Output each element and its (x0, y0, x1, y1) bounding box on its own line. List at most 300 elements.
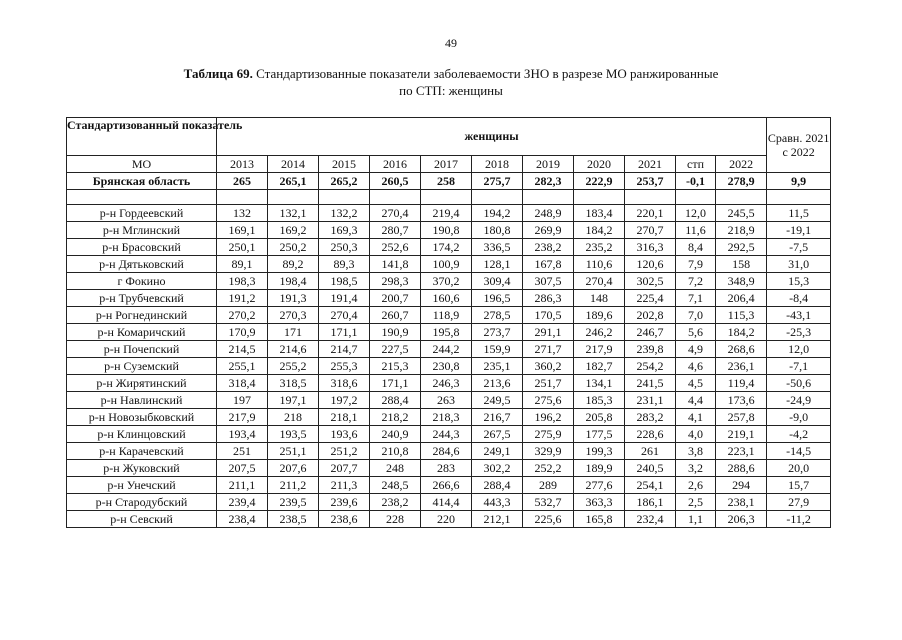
value-cell: 283,2 (625, 409, 676, 426)
value-cell: 318,5 (268, 375, 319, 392)
value-cell: 15,3 (767, 273, 831, 290)
value-cell: 218,3 (421, 409, 472, 426)
spacer-row (67, 190, 831, 205)
value-cell: 120,6 (625, 256, 676, 273)
value-cell: 348,9 (716, 273, 767, 290)
value-cell: 286,3 (523, 290, 574, 307)
value-cell: 235,2 (574, 239, 625, 256)
mo-name: р-н Трубчевский (67, 290, 217, 307)
value-cell: 217,9 (574, 341, 625, 358)
value-cell: 158 (716, 256, 767, 273)
value-cell: 223,1 (716, 443, 767, 460)
header-col: стп (676, 156, 716, 173)
value-cell: 260,7 (370, 307, 421, 324)
value-cell: 230,8 (421, 358, 472, 375)
table-row (67, 290, 831, 307)
mo-name: р-н Карачевский (67, 443, 217, 460)
value-cell: 231,1 (625, 392, 676, 409)
mo-name: р-н Жирятинский (67, 375, 217, 392)
value-cell: 4,5 (676, 375, 716, 392)
value-cell: 210,8 (370, 443, 421, 460)
table-caption (60, 65, 842, 99)
value-cell: 273,7 (472, 324, 523, 341)
value-cell: 363,3 (574, 494, 625, 511)
value-cell: 171,1 (319, 324, 370, 341)
value-cell: 248 (370, 460, 421, 477)
value-cell: 216,7 (472, 409, 523, 426)
value-cell: 89,3 (319, 256, 370, 273)
value-cell: 218,1 (319, 409, 370, 426)
value-cell: 3,8 (676, 443, 716, 460)
value-cell: 199,3 (574, 443, 625, 460)
value-cell: 238,1 (716, 494, 767, 511)
value-cell: 159,9 (472, 341, 523, 358)
value-cell: 250,2 (268, 239, 319, 256)
value-cell: 148 (574, 290, 625, 307)
value-cell: 141,8 (370, 256, 421, 273)
value-cell: 220,1 (625, 205, 676, 222)
value-cell: 198,5 (319, 273, 370, 290)
value-cell: -25,3 (767, 324, 831, 341)
table-row (67, 324, 831, 341)
value-cell: 110,6 (574, 256, 625, 273)
table-row (67, 375, 831, 392)
value-cell: 189,9 (574, 460, 625, 477)
value-cell: 160,6 (421, 290, 472, 307)
value-cell: 239,4 (217, 494, 268, 511)
header-col: 2017 (421, 156, 472, 173)
value-cell: 249,1 (472, 443, 523, 460)
value-cell: -7,1 (767, 358, 831, 375)
value-cell: 248,5 (370, 477, 421, 494)
value-cell: 170,5 (523, 307, 574, 324)
value-cell: 240,5 (625, 460, 676, 477)
value-cell: 251 (217, 443, 268, 460)
value-cell: 198,3 (217, 273, 268, 290)
empty-cell (421, 190, 472, 205)
value-cell: 196,2 (523, 409, 574, 426)
value-cell: 246,3 (421, 375, 472, 392)
value-cell: 250,1 (217, 239, 268, 256)
value-cell: 443,3 (472, 494, 523, 511)
value-cell: -4,2 (767, 426, 831, 443)
value-cell: 238,5 (268, 511, 319, 528)
value-cell: 253,7 (625, 173, 676, 190)
value-cell: 265 (217, 173, 268, 190)
value-cell: 171 (268, 324, 319, 341)
table-row (67, 307, 831, 324)
value-cell: 194,2 (472, 205, 523, 222)
header-col: 2019 (523, 156, 574, 173)
mo-name: г Фокино (67, 273, 217, 290)
value-cell: 207,7 (319, 460, 370, 477)
value-cell: 211,1 (217, 477, 268, 494)
value-cell: 251,7 (523, 375, 574, 392)
value-cell: 318,6 (319, 375, 370, 392)
empty-cell (67, 190, 217, 205)
value-cell: 309,4 (472, 273, 523, 290)
value-cell: 197,2 (319, 392, 370, 409)
value-cell: 238,2 (523, 239, 574, 256)
value-cell: 238,6 (319, 511, 370, 528)
value-cell: -19,1 (767, 222, 831, 239)
value-cell: 288,4 (370, 392, 421, 409)
mo-name: Брянская область (67, 173, 217, 190)
value-cell: 336,5 (472, 239, 523, 256)
value-cell: 252,2 (523, 460, 574, 477)
page-number: 49 (445, 36, 457, 50)
value-cell: 132,1 (268, 205, 319, 222)
value-cell: 254,2 (625, 358, 676, 375)
value-cell: 173,6 (716, 392, 767, 409)
header-col: 2014 (268, 156, 319, 173)
value-cell: 4,9 (676, 341, 716, 358)
value-cell: 278,9 (716, 173, 767, 190)
value-cell: 218,9 (716, 222, 767, 239)
table-row (67, 341, 831, 358)
header-standardized-indicator: Стандартизованный показатель (67, 118, 217, 156)
value-cell: 255,1 (217, 358, 268, 375)
value-cell: 196,5 (472, 290, 523, 307)
value-cell: 239,8 (625, 341, 676, 358)
mo-name: р-н Севский (67, 511, 217, 528)
value-cell: 218,2 (370, 409, 421, 426)
value-cell: 370,2 (421, 273, 472, 290)
value-cell: 248,9 (523, 205, 574, 222)
value-cell: 240,9 (370, 426, 421, 443)
value-cell: 12,0 (767, 341, 831, 358)
value-cell: 255,2 (268, 358, 319, 375)
table-row (67, 392, 831, 409)
value-cell: 206,4 (716, 290, 767, 307)
value-cell: 257,8 (716, 409, 767, 426)
value-cell: 183,4 (574, 205, 625, 222)
value-cell: 134,1 (574, 375, 625, 392)
value-cell: 260,5 (370, 173, 421, 190)
value-cell: 275,6 (523, 392, 574, 409)
value-cell: 307,5 (523, 273, 574, 290)
value-cell: 186,1 (625, 494, 676, 511)
empty-cell (268, 190, 319, 205)
value-cell: 275,7 (472, 173, 523, 190)
table-row (67, 409, 831, 426)
mo-name: р-н Почепский (67, 341, 217, 358)
value-cell: 132 (217, 205, 268, 222)
value-cell: 115,3 (716, 307, 767, 324)
table-row (67, 222, 831, 239)
value-cell: 211,2 (268, 477, 319, 494)
value-cell: 20,0 (767, 460, 831, 477)
header-col: 2022 (716, 156, 767, 173)
value-cell: 4,6 (676, 358, 716, 375)
value-cell: 232,4 (625, 511, 676, 528)
value-cell: 268,6 (716, 341, 767, 358)
value-cell: 302,2 (472, 460, 523, 477)
value-cell: 275,9 (523, 426, 574, 443)
value-cell: 251,2 (319, 443, 370, 460)
value-cell: 280,7 (370, 222, 421, 239)
value-cell: 270,4 (574, 273, 625, 290)
header-col: 2016 (370, 156, 421, 173)
mo-name: р-н Стародубский (67, 494, 217, 511)
value-cell: 271,7 (523, 341, 574, 358)
value-cell: 2,5 (676, 494, 716, 511)
header-row-1 (67, 118, 831, 156)
header-mo: МО (67, 156, 217, 173)
value-cell: 198,4 (268, 273, 319, 290)
value-cell: 7,9 (676, 256, 716, 273)
table-row (67, 477, 831, 494)
value-cell: 206,3 (716, 511, 767, 528)
table-row (67, 460, 831, 477)
value-cell: 261 (625, 443, 676, 460)
header-row-2 (67, 156, 831, 173)
value-cell: 5,6 (676, 324, 716, 341)
value-cell: 316,3 (625, 239, 676, 256)
value-cell: 191,4 (319, 290, 370, 307)
value-cell: 360,2 (523, 358, 574, 375)
value-cell: 195,8 (421, 324, 472, 341)
value-cell: 244,3 (421, 426, 472, 443)
value-cell: 200,7 (370, 290, 421, 307)
value-cell: 189,6 (574, 307, 625, 324)
value-cell: 292,5 (716, 239, 767, 256)
empty-cell (472, 190, 523, 205)
value-cell: -7,5 (767, 239, 831, 256)
value-cell: 270,4 (370, 205, 421, 222)
value-cell: 267,5 (472, 426, 523, 443)
value-cell: 241,5 (625, 375, 676, 392)
value-cell: -9,0 (767, 409, 831, 426)
value-cell: 11,5 (767, 205, 831, 222)
empty-cell (523, 190, 574, 205)
value-cell: 119,4 (716, 375, 767, 392)
value-cell: 207,5 (217, 460, 268, 477)
value-cell: 282,3 (523, 173, 574, 190)
mo-name: р-н Мглинский (67, 222, 217, 239)
table-row (67, 358, 831, 375)
value-cell: 89,1 (217, 256, 268, 273)
value-cell: 298,3 (370, 273, 421, 290)
table-row (67, 426, 831, 443)
value-cell: 228 (370, 511, 421, 528)
empty-cell (767, 190, 831, 205)
value-cell: 170,9 (217, 324, 268, 341)
value-cell: 128,1 (472, 256, 523, 273)
value-cell: 269,9 (523, 222, 574, 239)
value-cell: 236,1 (716, 358, 767, 375)
value-cell: -0,1 (676, 173, 716, 190)
mo-name: р-н Новозыбковский (67, 409, 217, 426)
mo-name: р-н Рогнединский (67, 307, 217, 324)
value-cell: 318,4 (217, 375, 268, 392)
mo-name: р-н Брасовский (67, 239, 217, 256)
value-cell: 89,2 (268, 256, 319, 273)
value-cell: 217,9 (217, 409, 268, 426)
value-cell: 235,1 (472, 358, 523, 375)
value-cell: 7,1 (676, 290, 716, 307)
header-col: 2021 (625, 156, 676, 173)
value-cell: 238,2 (370, 494, 421, 511)
table-row (67, 443, 831, 460)
value-cell: 132,2 (319, 205, 370, 222)
header-col: 2015 (319, 156, 370, 173)
value-cell: 169,2 (268, 222, 319, 239)
value-cell: 265,1 (268, 173, 319, 190)
value-cell: 214,6 (268, 341, 319, 358)
caption-label: Таблица 69. (183, 66, 253, 81)
value-cell: 239,5 (268, 494, 319, 511)
empty-cell (319, 190, 370, 205)
value-cell: 239,6 (319, 494, 370, 511)
value-cell: -14,5 (767, 443, 831, 460)
value-cell: 218 (268, 409, 319, 426)
value-cell: 255,3 (319, 358, 370, 375)
value-cell: 270,7 (625, 222, 676, 239)
value-cell: 100,9 (421, 256, 472, 273)
value-cell: 270,2 (217, 307, 268, 324)
value-cell: 329,9 (523, 443, 574, 460)
value-cell: 225,4 (625, 290, 676, 307)
value-cell: 289 (523, 477, 574, 494)
value-cell: 118,9 (421, 307, 472, 324)
value-cell: 222,9 (574, 173, 625, 190)
value-cell: 219,1 (716, 426, 767, 443)
value-cell: 278,5 (472, 307, 523, 324)
value-cell: 191,2 (217, 290, 268, 307)
value-cell: -11,2 (767, 511, 831, 528)
value-cell: 177,5 (574, 426, 625, 443)
value-cell: 414,4 (421, 494, 472, 511)
header-women: женщины (217, 118, 767, 156)
value-cell: 15,7 (767, 477, 831, 494)
value-cell: 225,6 (523, 511, 574, 528)
empty-cell (716, 190, 767, 205)
mo-name: р-н Гордеевский (67, 205, 217, 222)
mo-name: р-н Комаричский (67, 324, 217, 341)
value-cell: 8,4 (676, 239, 716, 256)
value-cell: 4,4 (676, 392, 716, 409)
header-compare: Сравн. 2021 с 2022 (767, 118, 831, 173)
value-cell: 215,3 (370, 358, 421, 375)
value-cell: 9,9 (767, 173, 831, 190)
value-cell: 197 (217, 392, 268, 409)
value-cell: 251,1 (268, 443, 319, 460)
value-cell: 190,8 (421, 222, 472, 239)
value-cell: 202,8 (625, 307, 676, 324)
value-cell: 270,3 (268, 307, 319, 324)
value-cell: 220 (421, 511, 472, 528)
value-cell: 207,6 (268, 460, 319, 477)
mo-name: р-н Жуковский (67, 460, 217, 477)
value-cell: 1,1 (676, 511, 716, 528)
value-cell: 246,7 (625, 324, 676, 341)
value-cell: 277,6 (574, 477, 625, 494)
value-cell: 171,1 (370, 375, 421, 392)
value-cell: 238,4 (217, 511, 268, 528)
incidence-table (66, 117, 831, 528)
header-col: 2020 (574, 156, 625, 173)
value-cell: 193,4 (217, 426, 268, 443)
value-cell: 191,3 (268, 290, 319, 307)
value-cell: 182,7 (574, 358, 625, 375)
value-cell: 265,2 (319, 173, 370, 190)
value-cell: -24,9 (767, 392, 831, 409)
value-cell: 227,5 (370, 341, 421, 358)
value-cell: 12,0 (676, 205, 716, 222)
value-cell: 4,1 (676, 409, 716, 426)
value-cell: 190,9 (370, 324, 421, 341)
value-cell: 302,5 (625, 273, 676, 290)
value-cell: -43,1 (767, 307, 831, 324)
mo-name: р-н Навлинский (67, 392, 217, 409)
value-cell: 184,2 (716, 324, 767, 341)
mo-name: р-н Дятьковский (67, 256, 217, 273)
empty-cell (574, 190, 625, 205)
value-cell: 165,8 (574, 511, 625, 528)
table-row (67, 239, 831, 256)
table-row (67, 511, 831, 528)
value-cell: 266,6 (421, 477, 472, 494)
value-cell: 288,6 (716, 460, 767, 477)
value-cell: 249,5 (472, 392, 523, 409)
value-cell: 169,3 (319, 222, 370, 239)
value-cell: 244,2 (421, 341, 472, 358)
mo-name: р-н Суземский (67, 358, 217, 375)
value-cell: 214,5 (217, 341, 268, 358)
table-row (67, 256, 831, 273)
caption-text: Стандартизованные показатели заболеваемости ЗНО в разрезе МО ранжированные (252, 66, 719, 81)
value-cell: 254,1 (625, 477, 676, 494)
value-cell: 252,6 (370, 239, 421, 256)
value-cell: 213,6 (472, 375, 523, 392)
value-cell: 7,2 (676, 273, 716, 290)
header-col: 2013 (217, 156, 268, 173)
value-cell: 7,0 (676, 307, 716, 324)
value-cell: 263 (421, 392, 472, 409)
value-cell: 180,8 (472, 222, 523, 239)
value-cell: 3,2 (676, 460, 716, 477)
value-cell: 219,4 (421, 205, 472, 222)
value-cell: -50,6 (767, 375, 831, 392)
value-cell: 270,4 (319, 307, 370, 324)
value-cell: 228,6 (625, 426, 676, 443)
value-cell: 4,0 (676, 426, 716, 443)
value-cell: 174,2 (421, 239, 472, 256)
value-cell: 211,3 (319, 477, 370, 494)
value-cell: 2,6 (676, 477, 716, 494)
caption-line-2: по СТП: женщины (399, 83, 503, 98)
value-cell: 283 (421, 460, 472, 477)
value-cell: -8,4 (767, 290, 831, 307)
value-cell: 169,1 (217, 222, 268, 239)
value-cell: 184,2 (574, 222, 625, 239)
value-cell: 214,7 (319, 341, 370, 358)
value-cell: 205,8 (574, 409, 625, 426)
value-cell: 27,9 (767, 494, 831, 511)
value-cell: 532,7 (523, 494, 574, 511)
value-cell: 193,6 (319, 426, 370, 443)
empty-cell (625, 190, 676, 205)
value-cell: 31,0 (767, 256, 831, 273)
value-cell: 288,4 (472, 477, 523, 494)
table-row (67, 205, 831, 222)
region-row (67, 173, 831, 190)
value-cell: 258 (421, 173, 472, 190)
mo-name: р-н Клинцовский (67, 426, 217, 443)
empty-cell (217, 190, 268, 205)
value-cell: 284,6 (421, 443, 472, 460)
